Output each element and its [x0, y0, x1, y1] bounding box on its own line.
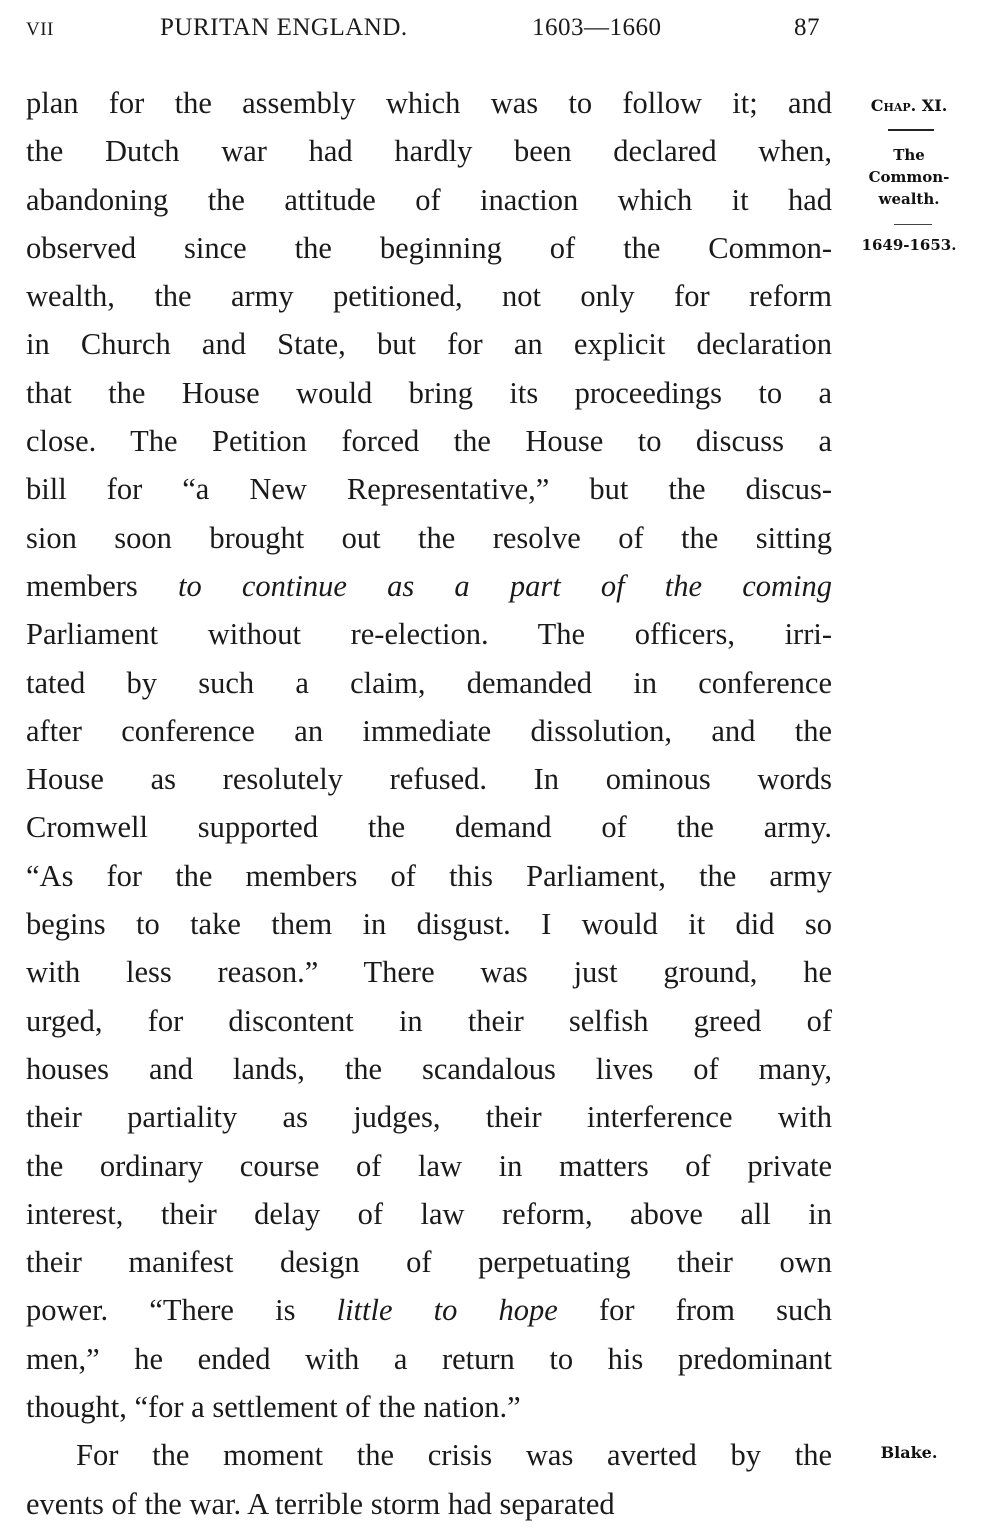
header-chapter-number: VII — [26, 19, 54, 40]
text-line: with less reason.” There was just ground, he — [26, 955, 832, 990]
text-line: “As for the members of this Parliament, the army — [26, 858, 832, 893]
margin-subject — [850, 144, 968, 210]
text-line: interest, their delay of law reform, above all in — [26, 1196, 832, 1231]
text-line: Parliament without re-election. The officers, irri- — [26, 617, 832, 652]
header-title: PURITAN ENGLAND. — [160, 14, 408, 41]
page-number: 87 — [794, 14, 820, 41]
text-line: observed since the beginning of the Common- — [26, 230, 832, 265]
text-line: their manifest design of perpetuating their own — [26, 1245, 832, 1280]
text-line: the Dutch war had hardly been declared when, — [26, 134, 832, 169]
text-line: begins to take them in disgust. I would it did so — [26, 907, 832, 942]
text-line: plan for the assembly which was to follow it; and — [26, 86, 832, 120]
text-line: houses and lands, the scandalous lives of many, — [26, 1051, 832, 1086]
margin-chapter-label: Chap. XI. — [870, 96, 948, 115]
text-line: events of the war. A terrible storm had separated — [26, 1486, 615, 1521]
text-line: thought, “for a settlement of the nation.” — [26, 1390, 521, 1425]
margin-rule — [894, 224, 932, 225]
text-line: For the moment the crisis was averted by the — [76, 1438, 832, 1473]
text-line: members to continue as a part of the coming — [26, 568, 832, 603]
margin-subject-line: The — [893, 146, 925, 164]
text-line: wealth, the army petitioned, not only for reform — [26, 279, 832, 314]
text-line: their partiality as judges, their interference with — [26, 1100, 832, 1135]
text-line: urged, for discontent in their selfish greed of — [26, 1003, 832, 1038]
text-line: the ordinary course of law in matters of private — [26, 1148, 832, 1183]
text-line: power. “There is little to hope for from such — [26, 1293, 833, 1328]
text-line: men,” he ended with a return to his predominant — [26, 1341, 832, 1376]
margin-side-topic: Blake. — [880, 1443, 938, 1462]
text-line: that the House would bring its proceedings to a — [26, 375, 832, 410]
margin-subject-line: Common- — [868, 168, 950, 186]
text-line: Cromwell supported the demand of the army. — [26, 810, 832, 845]
text-line: sion soon brought out the resolve of the sitting — [26, 520, 832, 555]
text-line: in Church and State, but for an explicit declaration — [26, 327, 832, 362]
margin-subject-line: wealth. — [878, 190, 940, 208]
text-line: tated by such a claim, demanded in conference — [26, 665, 832, 700]
margin-rule — [888, 129, 934, 131]
header-years: 1603—1660 — [532, 14, 662, 41]
text-line: House as resolutely refused. In ominous words — [26, 762, 832, 797]
text-line: after conference an immediate dissolution, and the — [26, 713, 832, 748]
text-line: bill for “a New Representative,” but the discus- — [26, 472, 832, 507]
text-line: close. The Petition forced the House to discuss a — [26, 424, 832, 459]
body-text — [26, 79, 832, 1528]
running-header — [26, 14, 836, 48]
margin-years: 1649-1653. — [861, 236, 957, 254]
text-line: abandoning the attitude of inaction which it had — [26, 182, 832, 217]
